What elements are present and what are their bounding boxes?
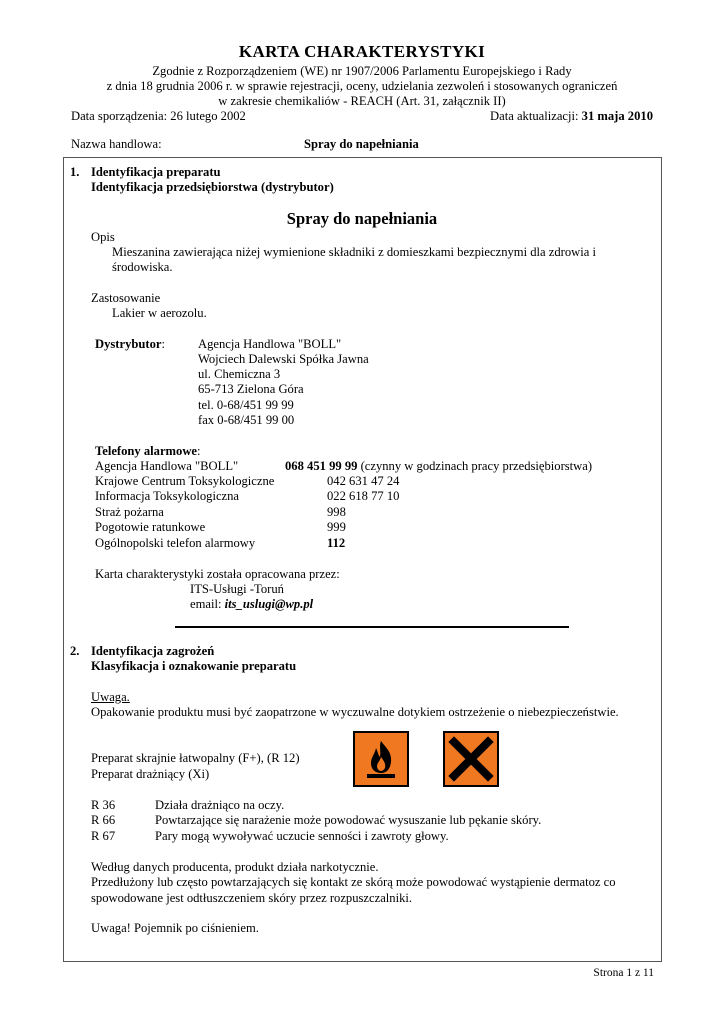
flammable-icon: [353, 731, 409, 787]
pressure-warning: Uwaga! Pojemnik po ciśnieniem.: [91, 921, 259, 935]
alarm-name: Krajowe Centrum Toksykologiczne: [95, 474, 275, 488]
classification-line: Preparat skrajnie łatwopalny (F+), (R 12): [91, 751, 300, 765]
section-2-number: 2.: [70, 644, 80, 658]
alarm-number: 112: [327, 536, 346, 550]
opis-text-1: Mieszanina zawierająca niżej wymienione składniki z domieszkami bezpiecznymi dla zdrowia i: [112, 245, 596, 259]
irritant-cross-icon: [443, 731, 499, 787]
producer-note: Według danych producenta, produkt działa narkotycznie.: [91, 860, 379, 874]
section-2-title: Identyfikacja zagrożeń: [91, 644, 215, 658]
trade-name-label: Nazwa handlowa:: [71, 137, 162, 151]
email-line: [190, 597, 313, 612]
r-phrase-text: Powtarzające się narażenie może powodować wysuszanie lub pękanie skóry.: [155, 813, 542, 827]
regulation-line-1: Zgodnie z Rozporządzeniem (WE) nr 1907/2006 Parlamentu Europejskiego i Rady: [152, 64, 572, 78]
r-phrase-text: Działa drażniąco na oczy.: [155, 798, 285, 812]
r-phrase-code: R 66: [91, 813, 116, 827]
distributor-line: ul. Chemiczna 3: [198, 367, 281, 381]
trade-name-value: Spray do napełniania: [304, 137, 419, 151]
alarm-name: Agencja Handlowa "BOLL": [95, 459, 239, 473]
document-title: KARTA CHARAKTERYSTYKI: [238, 42, 486, 61]
date-updated-label: Data aktualizacji:: [490, 109, 582, 123]
alarm-number: 022 618 77 10: [327, 489, 400, 503]
producer-note: Przedłużony lub często powtarzających się kontakt ze skórą może powodować wystąpienie dermatoz co: [91, 875, 616, 889]
prepared-by-org: ITS-Usługi -Toruń: [190, 582, 284, 596]
distributor-line: tel. 0-68/451 99 99: [198, 398, 294, 412]
alarm-number: 999: [327, 520, 346, 534]
uwaga-label: Uwaga.: [91, 690, 130, 704]
regulation-line-2: z dnia 18 grudnia 2006 r. w sprawie rejestracji, oceny, udzielania zezwoleń i stosowanych ograniczeń: [106, 79, 618, 93]
alarm-name: Ogólnopolski telefon alarmowy: [95, 536, 256, 550]
section-divider: [175, 626, 569, 628]
alarm-name: Pogotowie ratunkowe: [95, 520, 206, 534]
distributor-label: Dystrybutor:: [95, 337, 165, 351]
uwaga-text: Opakowanie produktu musi być zaopatrzone w wyczuwalne dotykiem ostrzeżenie o niebezpieczeństwie.: [91, 705, 619, 719]
email-link[interactable]: its_uslugi@wp.pl: [224, 597, 314, 611]
alarm-number: 998: [327, 505, 346, 519]
zastosowanie-text: Lakier w aerozolu.: [112, 306, 207, 320]
prepared-by-label: Karta charakterystyki została opracowana przez:: [95, 567, 340, 581]
distributor-line: 65-713 Zielona Góra: [198, 382, 304, 396]
producer-note: spowodowane jest odtłuszczeniem skóry przez rozpuszczalniki.: [91, 891, 413, 905]
classification-line: Preparat drażniący (Xi): [91, 767, 210, 781]
regulation-line-3: w zakresie chemikaliów - REACH (Art. 31, załącznik II): [218, 94, 506, 108]
alarm-name: Straż pożarna: [95, 505, 164, 519]
alarm-note: (czynny w godzinach pracy przedsiębiorstwa): [357, 459, 593, 473]
distributor-line: Wojciech Dalewski Spółka Jawna: [198, 352, 369, 366]
r-phrase-code: R 36: [91, 798, 116, 812]
distributor-line: Agencja Handlowa "BOLL": [198, 337, 342, 351]
date-prepared: Data sporządzenia: 26 lutego 2002: [71, 109, 246, 123]
alarm-label: Telefony alarmowe:: [95, 444, 201, 458]
email-label: email:: [190, 597, 225, 611]
alarm-number: 068 451 99 99: [285, 459, 358, 473]
alarm-number-row: [285, 459, 592, 474]
r-phrase-text: Pary mogą wywoływać uczucie senności i zawroty głowy.: [155, 829, 449, 843]
opis-label: Opis: [91, 230, 115, 244]
section-1-subtitle: Identyfikacja przedsiębiorstwa (dystrybutor): [91, 180, 334, 194]
page-number: Strona 1 z 11: [593, 967, 654, 979]
distributor-line: fax 0-68/451 99 00: [198, 413, 295, 427]
r-phrase-code: R 67: [91, 829, 116, 843]
opis-text-2: środowiska.: [112, 260, 173, 274]
alarm-number: 042 631 47 24: [327, 474, 400, 488]
date-updated: [490, 109, 653, 124]
alarm-name: Informacja Toksykologiczna: [95, 489, 240, 503]
section-1-number: 1.: [70, 165, 80, 179]
zastosowanie-label: Zastosowanie: [91, 291, 161, 305]
product-heading: Spray do napełniania: [286, 209, 438, 228]
section-2-subtitle: Klasyfikacja i oznakowanie preparatu: [91, 659, 297, 673]
date-updated-value: 31 maja 2010: [581, 109, 653, 123]
section-1-title: Identyfikacja preparatu: [91, 165, 221, 179]
